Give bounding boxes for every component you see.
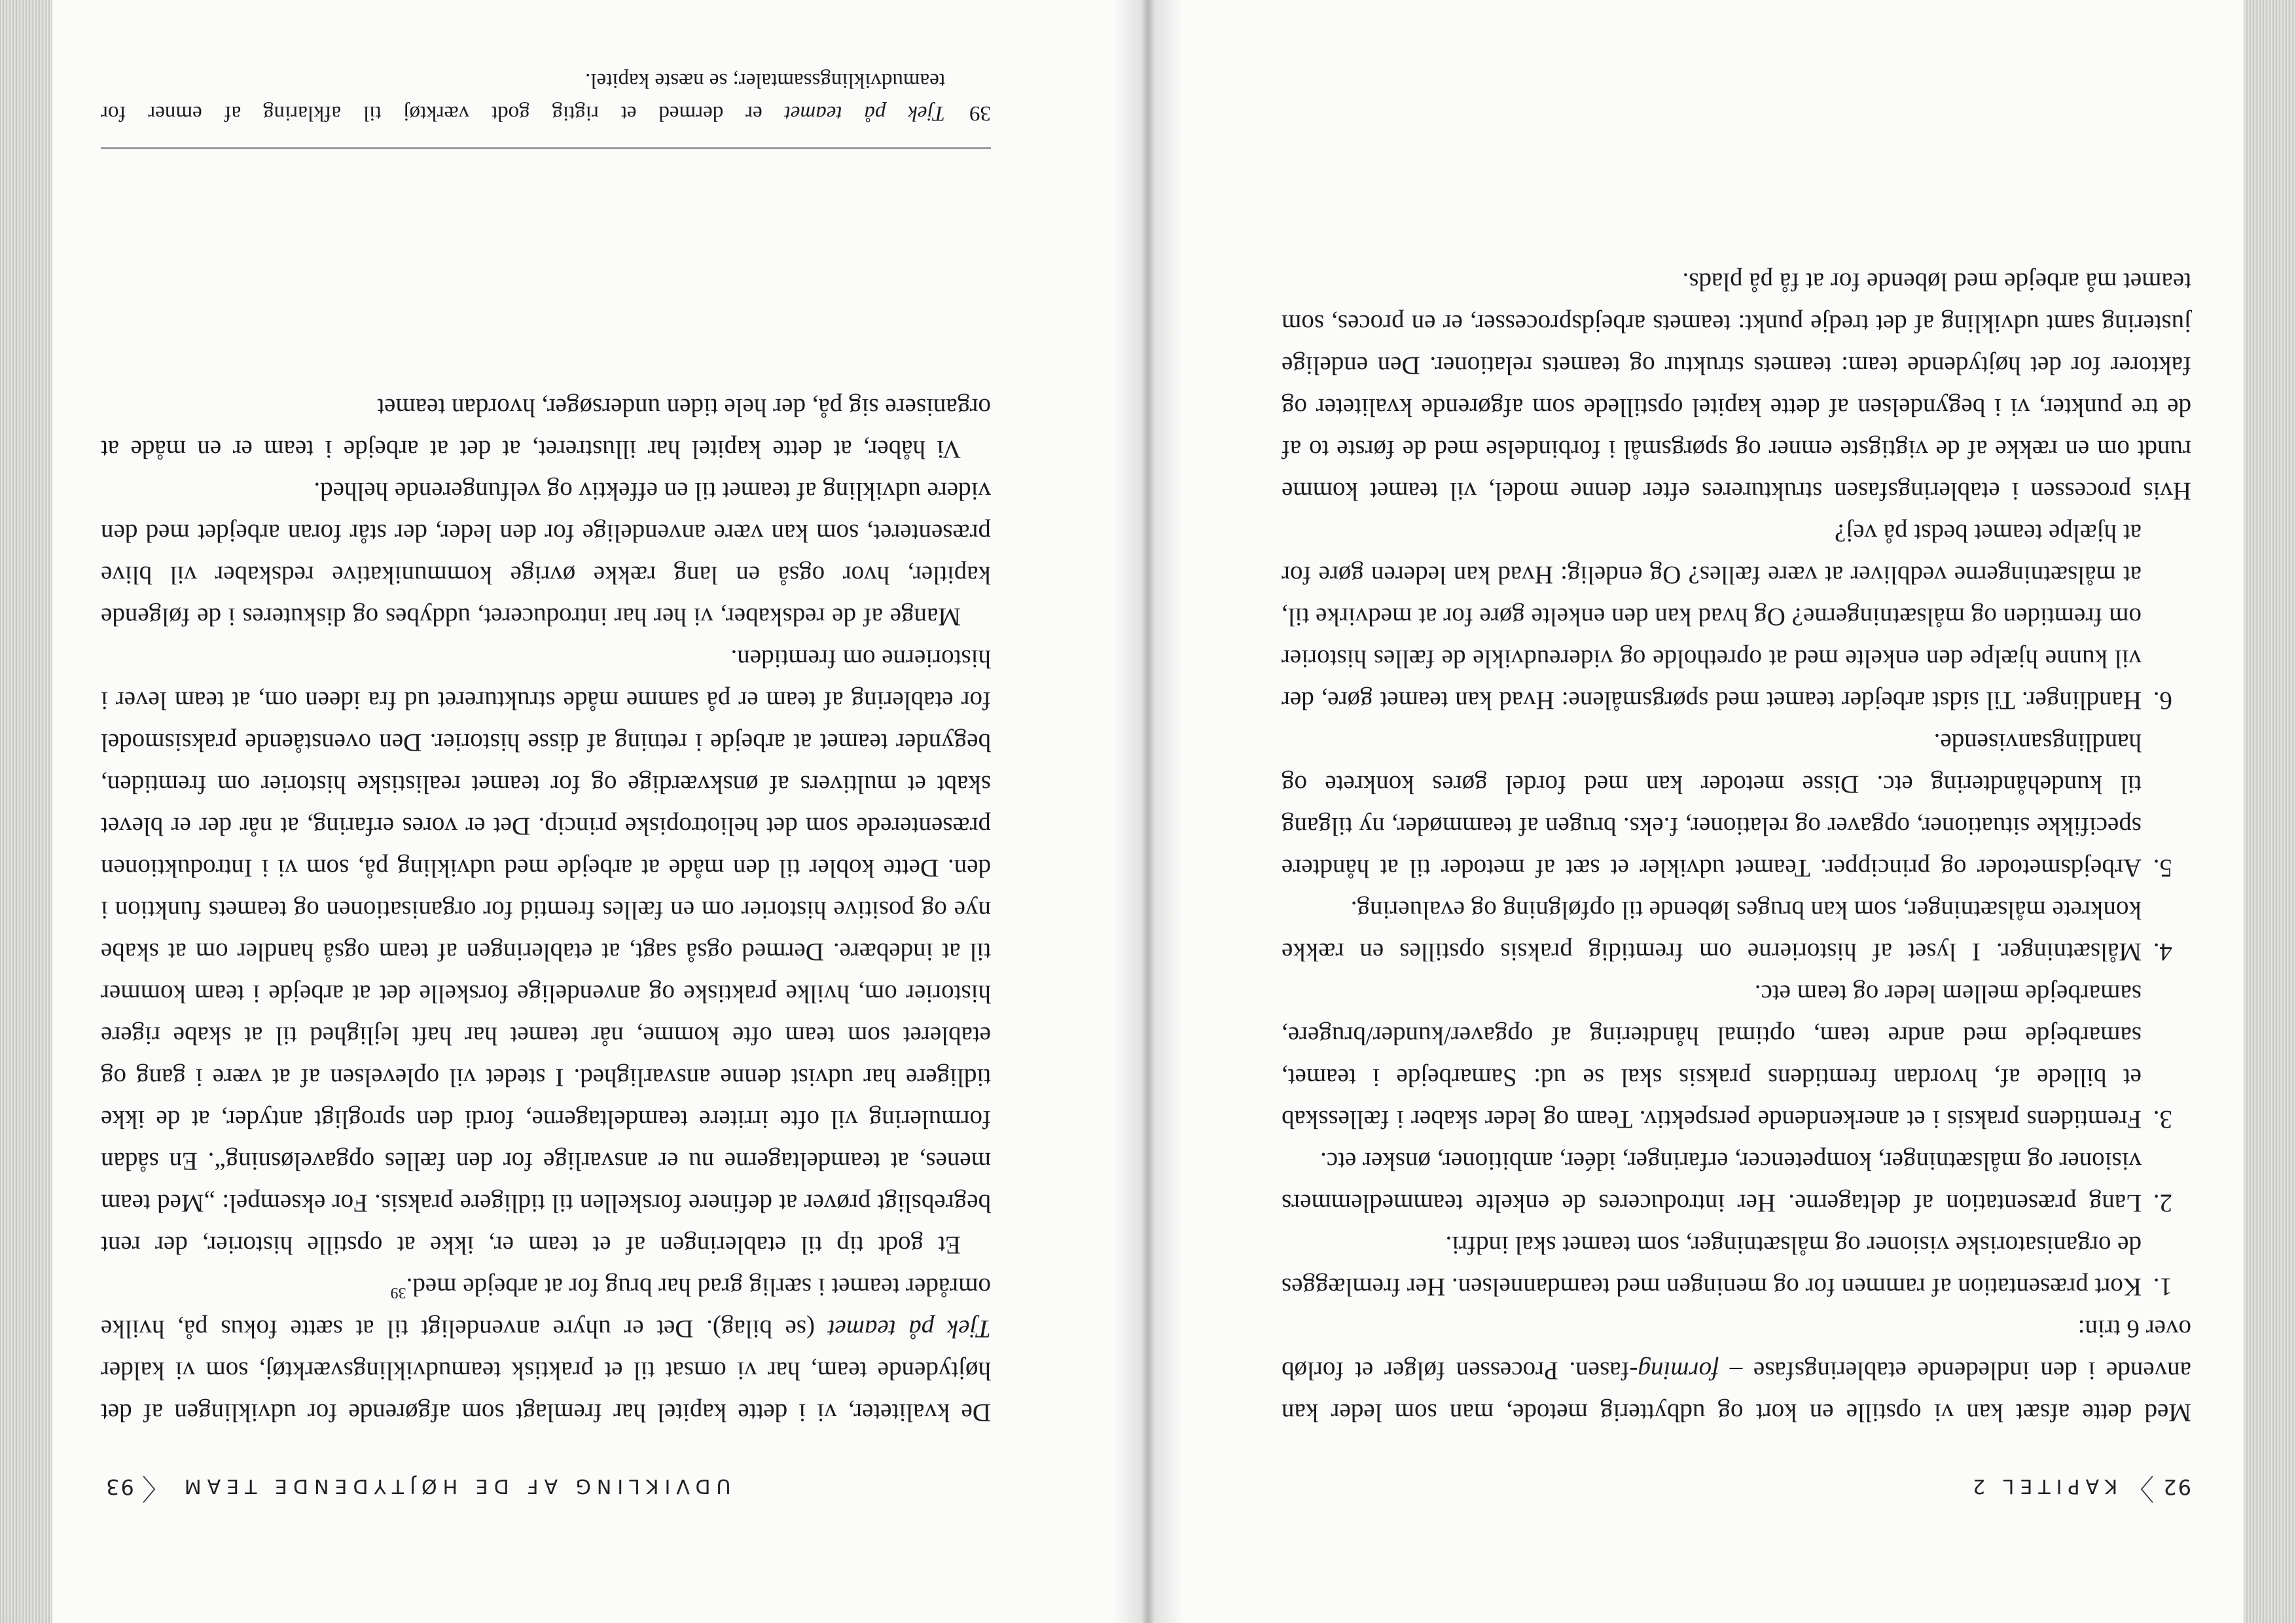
list-item: 1. Kort præsentation af rammen for og meningen med teamdannelsen. Her fremlægges de organisatoriske visioner og målsætninger, som teamet skal indfri. — [1282, 1224, 2147, 1308]
closing-paragraph: Hvis processen i etableringsfasen struktureres efter denne model, vil teamet komme rundt om en række af de vigtigste emner og spørgsmål i forbindelse med de første to af de tre punkter, vi i begyndelsen af dette kapitel opstillede som afgørende kvaliteter og faktorer for det højtydende team: teamets struktur og teamets relationer. Den endelige justering samt udvikling af det tredje punkt: teamets arbejdsprocesser, er en proces, som teamet må arbejde med løbende for at få på plads. — [1282, 268, 2191, 505]
running-head-right — [105, 1470, 730, 1512]
running-head-title-right: UDVIKLING AF DE HØJTYDENDE TEAM — [178, 1474, 731, 1497]
steps-list — [1282, 512, 2191, 1308]
page-number-right: 93 — [105, 1474, 134, 1499]
book-gutter — [1113, 0, 1183, 1623]
page-number-left: 92 — [2162, 1474, 2191, 1499]
intro-paragraph: Med dette afsæt kan vi opstille en kort og udbytterig metode, man som leder kan anvende i den indledende etableringsfase – forming-fasen. Processen følger et forløb over 6 trin: — [1281, 1315, 2191, 1427]
list-item: 3. Fremtidens praksis i et anerkendende perspektiv. Team og leder skaber i fællesskab et billede af, hvordan fremtidens praksis skal se ud: Samarbejde i teamet, samarbejde med andre team, optimal håndtering af opgaver/kunder/brugere, samarbejde mellem leder og team etc. — [1282, 972, 2147, 1140]
footnote-39 — [101, 64, 991, 130]
running-head-left — [1967, 1470, 2191, 1512]
page-92 — [1148, 0, 2296, 1623]
list-item: 5. Arbejdsmetoder og principper. Teamet udvikler et sæt af metoder til at håndtere specifikke situationer, opgaver og relationer, f.eks. brugen af teammøder, ny tilgang til kundehåndtering etc. Disse metoder kan med fordel gøres konkrete og handlingsanvisende. — [1282, 721, 2147, 889]
page-block-edge — [2244, 0, 2296, 1623]
list-item: 6. Handlinger. Til sidst arbejder teamet med spørgsmålene: Hvad kan teamet gøre, der vil kunne hjælpe den enkelte med at opretholde og videreudvikle de fælles historier om fremtiden og målsætningerne? Og hvad kan den enkelte gøre for at medvirke til, at målsætningerne vedbliver at være fælles? Og endelig: Hvad kan lederen gøre for at hjælpe teamet bedst på vej? — [1282, 512, 2147, 721]
page-93-body — [101, 386, 991, 1433]
chevron-right-icon: 〉 — [2125, 1471, 2155, 1505]
list-item: 4. Målsætninger. I lyset af historierne om fremtidig praksis opstilles en række konkrete målsætninger, som kan bruges løbende til opfølgning og evaluering. — [1282, 889, 2147, 972]
paragraph-4: Vi håber, at dette kapitel har illustreret, at det at arbejde i team er en måde at organisere sig på, der hele tiden undersøger, hvordan teamet — [101, 393, 991, 463]
forming-term: forming — [1638, 1357, 1719, 1385]
footnote-number: 39 — [969, 101, 991, 125]
footnote-text: Tjek på teamet er dermed et rigtig godt værktøj til afklaring af emner for teamudviklingssamtaler; se næste kapitel. — [101, 69, 945, 125]
footnote-ref[interactable]: 39 — [390, 1284, 406, 1301]
tool-name: Tjek på teamet — [827, 1315, 991, 1343]
running-head-title-left: KAPITEL 2 — [1967, 1474, 2118, 1497]
page-block-edge — [0, 0, 52, 1623]
paragraph-1: De kvaliteter, vi i dette kapitel har fremlagt som afgørende for udviklingen af det højtydende team, har vi omsat til et praktisk teamudviklingsværktøj, som vi kalder Tjek på teamet (se bilag). Det er uhyre anvendeligt til at sætte fokus på, hvilke områder teamet i særlig grad har brug for at arbejde med.$^{39}$ — [100, 1273, 991, 1427]
list-item: 2. Lang præsentation af deltagerne. Her introduceres de enkelte teammedlemmers visioner og målsætninger, kompetencer, erfaringer, idéer, ambitioner, ønsker etc. — [1282, 1140, 2147, 1224]
paragraph-2: Et godt tip til etableringen af et team er, ikke at opstille historier, der rent begrebsligt prøver at definere forskellen til tidligere praksis. For eksempel: „Med team menes, at teamdeltagerne nu er ansvarlige for den fælles opgaveløsning“. En sådan formulering vil ofte irritere teamdeltagerne, fordi den sprogligt antyder, at de ikke tidligere har udvist denne ansvarlighed. I stedet vil oplevelsen af at være i gang og etableret som team ofte komme, når teamet har haft lejlighed til at skabe rigere historier om, hvilke praktiske og anvendelige forskelle det at arbejde i team kommer til at indebære. Dermed også sagt, at etableringen af team også handler om at skabe nye og positive historier om en fælles fremtid for organisationen og teamets funktion i den. Dette kobler til den måde at arbejde med udvikling på, som vi i Introduktionen præsenterede som det heliotropiske princip. Det er vores erfaring, at når der er blevet skabt et multivers af ønskværdige og for teamet realistiske historier om fremtiden, begynder teamet at arbejde i retning af disse historier. Den ovenstående praksismodel for etablering af team er på samme måde struktureret ud fra ideen om, at team lever i historierne om fremtiden. — [101, 645, 991, 1259]
chevron-left-icon: 〈 — [141, 1471, 171, 1505]
footnote-divider — [101, 147, 991, 149]
paragraph-3: Mange af de redskaber, vi her har introduceret, uddybes og diskuteres i de følgende kapitler, hvor også en lang række øvrige kommunikative redskaber vil blive præsenteret, som kan være anvendelige for den leder, der står foran arbejdet med den videre udvikling af teamet til en effektiv og velfungerende helhed. — [101, 477, 991, 631]
page-92-body — [1282, 260, 2191, 1433]
